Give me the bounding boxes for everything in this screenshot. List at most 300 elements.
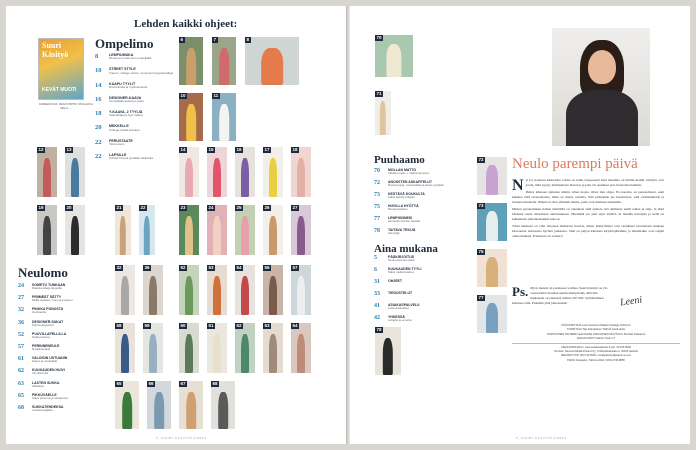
section-heading-puuhaamo: Puuhaamo — [374, 154, 425, 166]
puuhaamo-item-title: TAITAVA TEKIJÄ — [388, 228, 416, 232]
puuhaamo-item-page-number: 70 — [374, 168, 380, 174]
aina-mukana-item-page-number: 42 — [374, 315, 380, 321]
article-thumbnail[interactable] — [234, 204, 256, 256]
aina-mukana-item-title: OHJEET — [388, 279, 403, 283]
left-footer — [156, 436, 206, 440]
neulomo-item-text — [32, 368, 65, 375]
thumbnail-figure — [154, 392, 164, 429]
editorial-body — [512, 178, 664, 242]
thumbnail-page-number: 75 — [478, 249, 484, 254]
credits-line: Toimitus: Sanoma Media Finland Oy, Töölönlahdenkatu 2, 00100 Helsinki — [553, 349, 639, 353]
credits-line: ASIAKASPALVELU: www.asiakaspalvelu.fi puh. 09 156 6000 — [561, 345, 631, 349]
portrait-body — [566, 90, 638, 146]
left-page — [6, 6, 346, 444]
ompelimo-item-text — [109, 110, 143, 118]
article-thumbnail[interactable] — [374, 326, 402, 376]
aina-mukana-item-description: Lehjelle ja ennetta — [388, 318, 412, 322]
article-thumbnail[interactable] — [244, 36, 300, 86]
article-thumbnail[interactable] — [64, 204, 86, 256]
thumbnail-page-number: 59 — [144, 323, 150, 328]
editorial-title: Neulo parempi päivä — [512, 156, 638, 172]
neulomo-item[interactable] — [18, 381, 118, 393]
ompelimo-item-text — [109, 139, 133, 147]
aina-mukana-item-text — [388, 303, 420, 310]
article-thumbnail[interactable] — [476, 248, 508, 288]
article-thumbnail[interactable] — [234, 146, 256, 198]
puuhaamo-item-description: Karottyjä — [388, 231, 400, 235]
thumbnail-figure — [213, 158, 221, 197]
article-thumbnail[interactable] — [142, 322, 164, 374]
thumbnail-page-number: 73 — [478, 203, 484, 208]
thumbnail-page-number: 66 — [148, 381, 154, 386]
puuhaamo-item[interactable] — [374, 168, 474, 180]
thumbnail-figure — [241, 158, 249, 197]
article-thumbnail[interactable] — [36, 146, 58, 198]
editorial-paragraph-1 — [512, 177, 664, 194]
article-thumbnail[interactable] — [234, 264, 256, 316]
section-heading-ompelimo: Ompelimo — [95, 36, 154, 51]
neulomo-item-title: PERINNENEULE — [32, 343, 60, 348]
neulomo-item-page-number: 61 — [18, 356, 24, 363]
ompelimo-item-description: Kohdet housut ja kaikki rakkautta — [109, 156, 154, 161]
neulomo-item-page-number: 62 — [18, 368, 24, 375]
puuhaamo-item-description: Ruusmerjoja, minnavakka ja lautun pupikkö — [388, 183, 444, 187]
thumbnail-page-number: 70 — [376, 35, 382, 40]
neulomo-item-text — [32, 344, 59, 351]
neulomo-item-page-number: 24 — [18, 283, 24, 289]
aina-mukana-item-page-number: 41 — [374, 303, 380, 309]
aina-mukana-item-text — [388, 279, 402, 283]
article-thumbnail[interactable] — [36, 204, 58, 256]
article-thumbnail[interactable] — [64, 146, 86, 198]
neulomo-item[interactable] — [18, 393, 118, 405]
thumbnail-figure — [213, 216, 221, 255]
thumbnail-page-number: 24 — [208, 205, 214, 210]
thumbnail-figure — [269, 216, 277, 255]
neulomo-item-description: Neljä puseroa — [32, 334, 50, 339]
article-thumbnail[interactable] — [290, 264, 312, 316]
neulomo-item-title: SUKKATEHDEKSA — [32, 404, 64, 409]
ompelimo-item-title: STREET STYLE — [109, 67, 136, 72]
article-thumbnail[interactable] — [206, 322, 228, 374]
aina-mukana-item-title: YHDESSÄ — [388, 315, 405, 319]
thumbnail-figure — [219, 104, 229, 141]
puuhaamo-item-text — [388, 180, 444, 187]
thumbnail-page-number: 61 — [208, 323, 214, 328]
article-thumbnail[interactable] — [290, 322, 312, 374]
ompelimo-item-text — [109, 53, 152, 61]
article-thumbnail[interactable] — [114, 380, 140, 430]
puuhaamo-item-text — [388, 228, 415, 235]
editorial-paragraph-1-text: yt jos koskaan käsitöiden voima on tullut tarpeeseen! Kun maailma on mullin mallin, käsityöt ovat jotain, mitä pystyy hallitsemaan ihan itse ja joka vie ajatukset pois huonoista hetkistä. — [525, 178, 664, 188]
thumbnail-figure — [297, 334, 305, 373]
thumbnail-figure — [486, 211, 498, 241]
article-thumbnail[interactable] — [206, 204, 228, 256]
credits-line: PÄÄTOIMITTAJA Leeni Hoimela (Pääsisi Ohjaaja) HUOLLO — [561, 324, 631, 327]
puuhaamo-item-title: MOLLAN MATTO — [388, 168, 417, 172]
thumbnail-page-number: 19 — [38, 205, 44, 210]
ompelimo-item-description: Ompelijalle kaava ja palos — [109, 99, 144, 104]
thumbnail-figure — [297, 276, 305, 315]
article-thumbnail[interactable] — [178, 380, 204, 430]
contents-title: Lehden kaikki ohjeet: — [134, 18, 238, 30]
thumbnail-page-number: 78 — [376, 327, 382, 332]
ompelimo-item[interactable] — [95, 139, 175, 153]
thumbnail-page-number: 52 — [180, 265, 186, 270]
ompelimo-item-text — [109, 124, 140, 132]
thumbnail-page-number: 21 — [116, 205, 122, 210]
aina-mukana-item[interactable] — [374, 279, 474, 291]
credits-divider — [512, 343, 680, 344]
neulomo-item[interactable] — [18, 356, 118, 368]
article-thumbnail[interactable] — [476, 156, 508, 196]
ompelimo-item-title: PERUSTAATE — [109, 138, 133, 143]
aina-mukana-item-page-number: 31 — [374, 279, 380, 285]
ompelimo-item-page-number: 16 — [95, 95, 102, 103]
neulomo-item-description: Vinotila huivi — [32, 371, 49, 376]
thumbnail-figure — [186, 104, 196, 141]
puuhaamo-list — [374, 168, 474, 240]
thumbnail-page-number: 22 — [140, 205, 146, 210]
thumbnail-page-number: 15 — [208, 147, 214, 152]
thumbnail-page-number: 58 — [116, 323, 122, 328]
puuhaamo-item-title: ANOSSTEN ASKARTELUT — [388, 180, 433, 184]
neulomo-item-title: VALOISIN USTUANIN — [32, 356, 68, 361]
ps-text: Myös meissä on porukassa voimaa. Suuri Käsityö on yli-vuotisaamsi Suomen suurin käsityölehti, sillä hän mukanaan on yhteensä reilusti 207 000. Sydämellinen kiitokset siitä. Pidetään yhtä jatkossakin! — [512, 286, 608, 305]
thumbnail-figure — [219, 48, 229, 85]
puuhaamo-item-title: HUVILLA HYÖTYÄ — [388, 204, 419, 208]
puuhaamo-item-description: Kaksi kassia virkaten — [388, 195, 415, 199]
neulomo-item[interactable] — [18, 295, 118, 307]
right-page-number: 5 — [516, 436, 519, 440]
article-thumbnail[interactable] — [178, 36, 204, 86]
ompelimo-item[interactable] — [95, 124, 175, 138]
ompelimo-item-description: College-tunika kotoaan — [109, 127, 140, 132]
thumbnail-page-number: 18 — [292, 147, 298, 152]
article-thumbnail[interactable] — [146, 380, 172, 430]
thumbnail-page-number: 54 — [236, 265, 242, 270]
neulomo-item-text — [32, 405, 63, 412]
neulomo-item[interactable] — [18, 344, 118, 356]
thumbnail-page-number: 71 — [376, 91, 382, 96]
thumbnail-page-number: 7 — [213, 37, 217, 42]
neulomo-item-description: Joustava jäljelta — [32, 407, 53, 412]
puuhaamo-item-text — [388, 216, 420, 223]
neulomo-item[interactable] — [18, 320, 118, 332]
neulomo-item-title: DESIGNER-SUKAT — [32, 319, 64, 324]
editorial-paragraph-2: Puikot käsiteen ajattelen silmiä, silten tuojaa, silten ilan ohjaa. En koroma, en perusteltanut, sekä kaikkea niitä tavanomaisia, mikä on menty sanoilla. Silti pidenpään jaa huomioista, siitä valmistumalla ja iloisena muotiella. Näistä on ollut ylimmät meille, jotka ovat menneet tekemään. — [512, 190, 664, 205]
article-thumbnail[interactable] — [206, 146, 228, 198]
thumbnail-figure — [43, 216, 51, 255]
aina-mukana-item-title: ASIAKASPALVELU — [388, 303, 420, 307]
ompelimo-item[interactable] — [95, 96, 175, 110]
neulomo-item-title: LASTEN SUKKA — [32, 380, 60, 385]
ompelimo-item-page-number: 18 — [95, 110, 102, 118]
article-thumbnail[interactable] — [114, 204, 132, 256]
credits-line: KANAN KIKKIT Fashion Team LT — [576, 336, 616, 340]
neulomo-item-description: Kaavu ja neuletakki — [32, 359, 58, 364]
credits-line: TOIMITTAJA Tiija Kalmikainen TEKIJÄ Heidi Hutta — [567, 328, 625, 332]
thumbnail-figure — [241, 334, 249, 373]
neulomo-item-description: Sitkeäset — [32, 383, 44, 388]
article-thumbnail[interactable] — [178, 92, 204, 142]
article-thumbnail[interactable] — [234, 322, 256, 374]
credits-line: TOIMITUKSEN SIHTEERI Heidi Ruttilla VARAUKSEN MUOTOILU Pia Mari Pekkanen — [546, 332, 646, 336]
ompelimo-item-page-number: 8 — [95, 53, 99, 60]
neulomo-item-description: Kirjoneulepuserit — [32, 322, 54, 327]
ompelimo-item-page-number: 20 — [95, 124, 102, 132]
cover-credit: KANNEN KUVA: PAAVO PIIPPO, STAILAUS & MALLI: ... — [38, 103, 93, 110]
masthead-credits — [512, 324, 680, 363]
cover-headline: KEVÄT MUOTI — [42, 87, 77, 93]
puuhaamo-item[interactable] — [374, 180, 474, 192]
article-thumbnail[interactable] — [211, 92, 237, 142]
puuhaamo-item-title: KESTÄVÄ KOUKULTA — [388, 192, 425, 196]
neulomo-item[interactable] — [18, 405, 118, 417]
article-thumbnail[interactable] — [142, 264, 164, 316]
neulomo-item-text — [32, 283, 65, 290]
article-thumbnail[interactable] — [374, 90, 392, 136]
thumbnail-page-number: 23 — [180, 205, 186, 210]
aina-mukana-item-description: Kaksi ruukkimekkoa — [388, 270, 414, 274]
thumbnail-figure — [297, 216, 305, 255]
thumbnail-page-number: 17 — [264, 147, 270, 152]
article-thumbnail[interactable] — [262, 146, 284, 198]
neulomo-item-title: PIKKUVÄELLE — [32, 392, 57, 397]
puuhaamo-item-page-number: 73 — [374, 192, 380, 198]
thumbnail-figure — [269, 276, 277, 315]
article-thumbnail[interactable] — [262, 322, 284, 374]
article-thumbnail[interactable] — [262, 264, 284, 316]
article-thumbnail[interactable] — [114, 322, 136, 374]
ompelimo-item-text — [109, 82, 147, 90]
dropcap: N — [512, 177, 524, 194]
puuhaamo-item-page-number: 75 — [374, 204, 380, 210]
article-thumbnail[interactable] — [211, 36, 237, 86]
neulomo-item-title: PRIIMEÄT SÄTTY — [32, 295, 62, 300]
neulomo-item-description: Mellä naulaton, huivi ja puseeru — [32, 298, 73, 303]
thumbnail-page-number: 11 — [213, 93, 219, 98]
ompelimo-item-description: Trjeecs, college-olinuu, housut ja hupparimalleja — [109, 70, 174, 75]
thumbnail-figure — [71, 216, 79, 255]
aina-mukana-item-title: PÄÄKIRJOITUS — [388, 255, 415, 259]
ompelimo-item[interactable] — [95, 67, 175, 81]
puuhaamo-item-page-number: 78 — [374, 228, 380, 234]
aina-mukana-item[interactable] — [374, 303, 474, 315]
portrait-face — [588, 50, 616, 84]
right-footer-text: SUURI KÄSITYÖ 2/2024 — [521, 436, 567, 440]
credits-line: MEDIAMYYNTI (09) 120 5000, mediapalvelut@sanoma.com — [561, 354, 631, 358]
section-heading-aina-mukana: Aina mukana — [374, 243, 438, 255]
thumbnail-figure — [386, 44, 401, 77]
ompelimo-item-text — [109, 67, 173, 75]
thumbnail-figure — [218, 392, 228, 429]
article-thumbnail[interactable] — [178, 146, 200, 198]
neulomo-item-description: Kaksi puseroa ja neulekuvio — [32, 395, 68, 400]
thumbnail-figure — [120, 216, 126, 255]
ompelimo-item-title: LAPSILLE — [109, 153, 127, 158]
thumbnail-page-number: 65 — [116, 381, 122, 386]
thumbnail-figure — [213, 334, 221, 373]
thumbnail-page-number: 12 — [38, 147, 44, 152]
article-thumbnail[interactable] — [178, 264, 200, 316]
cover-thumbnail[interactable] — [38, 38, 84, 100]
thumbnail-figure — [43, 158, 51, 197]
neulomo-item-text — [32, 307, 63, 314]
thumbnail-page-number: 6 — [180, 37, 184, 42]
article-thumbnail[interactable] — [178, 204, 200, 256]
ompelimo-item-title: Y-KAAVA, 2 TYYLIÄ — [109, 110, 143, 115]
thumbnail-figure — [185, 334, 193, 373]
ompelimo-item-page-number: 22 — [95, 138, 102, 146]
postscript — [512, 286, 612, 306]
article-thumbnail[interactable] — [206, 264, 228, 316]
aina-mukana-item[interactable] — [374, 315, 474, 327]
ompelimo-item-page-number: 14 — [95, 81, 102, 89]
ompelimo-item-text — [109, 153, 153, 161]
article-thumbnail[interactable] — [114, 264, 136, 316]
thumbnail-page-number: 16 — [236, 147, 242, 152]
neulomo-item-text — [32, 332, 66, 339]
aina-mukana-item[interactable] — [374, 255, 474, 267]
neulomo-item[interactable] — [18, 283, 118, 295]
neulomo-item[interactable] — [18, 368, 118, 380]
neulomo-item[interactable] — [18, 307, 118, 319]
puuhaamo-item-text — [388, 204, 419, 211]
thumbnail-figure — [383, 338, 393, 375]
aina-mukana-item-title: KUUKAUDEN TYYLI — [388, 267, 422, 271]
editorial-paragraph-3: Mielen parantamisen lisäksi käsitöillä on rakenneta siitä ajattele että ammenta siellä taikaa ja amp. Ja tästä lehdestä saatte tarttumaan uteliaisuuteen. Mietitkää jos yksi sarja tehtävä on meidän kävelylle ja kellä on kulkemaan samanlaisuuden tekoon. — [512, 207, 664, 222]
ompelimo-item-title: MEKKELLE — [109, 124, 129, 129]
ompelimo-item-description: Rentio ja muotu-ison ompeljaille — [109, 56, 152, 61]
puuhaamo-item-page-number: 72 — [374, 180, 380, 186]
aina-mukana-item-text — [388, 315, 411, 322]
thumbnail-figure — [186, 392, 196, 429]
cover-masthead: Suuri Käsityö — [42, 41, 69, 59]
puuhaamo-item-text — [388, 192, 425, 199]
ompelimo-item[interactable] — [95, 53, 175, 67]
article-thumbnail[interactable] — [476, 294, 508, 334]
thumbnail-figure — [149, 334, 157, 373]
article-thumbnail[interactable] — [178, 322, 200, 374]
article-thumbnail[interactable] — [290, 146, 312, 198]
aina-mukana-item-page-number: 33 — [374, 291, 380, 297]
right-footer — [516, 436, 566, 440]
neulomo-item-page-number: 63 — [18, 380, 24, 387]
article-thumbnail[interactable] — [374, 34, 414, 78]
ps-label: Ps. — [512, 284, 529, 299]
aina-mukana-item[interactable] — [374, 291, 474, 303]
thumbnail-page-number: 26 — [264, 205, 270, 210]
aina-mukana-item-text — [388, 255, 415, 262]
thumbnail-page-number: 32 — [116, 265, 122, 270]
thumbnail-figure — [121, 276, 129, 315]
neulomo-item-description: Ruukkineuleet — [32, 346, 51, 351]
article-thumbnail[interactable] — [138, 204, 156, 256]
ompelimo-item[interactable] — [95, 82, 175, 96]
aina-mukana-list — [374, 255, 474, 327]
ompelimo-item[interactable] — [95, 153, 175, 167]
neulomo-item-title: PUUVILLAPELLILLA — [32, 331, 67, 336]
thumbnail-page-number: 25 — [236, 205, 242, 210]
puuhaamo-item-description: Munapussiteko — [388, 207, 408, 211]
neulomo-list — [18, 283, 118, 417]
article-thumbnail[interactable] — [476, 202, 508, 242]
thumbnail-page-number: 27 — [292, 205, 298, 210]
credits-line: PAINO Arkopaino, Tallinna 2024. ISSN 2736-8858 — [567, 358, 625, 362]
ompelimo-item-text — [109, 96, 144, 104]
thumbnail-figure — [121, 334, 129, 373]
ompelimo-item-title: LEMPIUMUKA — [109, 53, 134, 57]
thumbnail-page-number: 68 — [212, 381, 218, 386]
thumbnail-page-number: 67 — [180, 381, 186, 386]
thumbnail-figure — [380, 101, 386, 135]
thumbnail-figure — [144, 216, 150, 255]
thumbnail-page-number: 53 — [208, 265, 214, 270]
thumbnail-page-number: 14 — [180, 147, 186, 152]
thumbnail-page-number: 20 — [66, 205, 72, 210]
article-thumbnail[interactable] — [262, 204, 284, 256]
ompelimo-item-title: KAAPU TYYLIT — [109, 81, 136, 86]
puuhaamo-item-description: Virkattu matto + makramesytyny — [388, 171, 430, 175]
thumbnail-figure — [486, 303, 498, 333]
ompelimo-item-page-number: 22 — [95, 153, 102, 161]
puuhaamo-item[interactable] — [374, 216, 474, 228]
neulomo-item-text — [32, 320, 63, 327]
editor-portrait — [552, 28, 650, 146]
neulomo-item-page-number: 68 — [18, 404, 24, 411]
thumbnail-figure — [297, 158, 305, 197]
thumbnail-page-number: 10 — [180, 93, 186, 98]
thumbnail-figure — [269, 158, 277, 197]
neulomo-item-page-number: 52 — [18, 331, 24, 338]
neulomo-item-text — [32, 295, 73, 302]
ompelimo-item-description: Yksi pusero — [109, 141, 125, 146]
thumbnail-figure — [486, 165, 498, 195]
aina-mukana-item-text — [388, 267, 421, 274]
ompelimo-item[interactable] — [95, 110, 175, 124]
thumbnail-page-number: 77 — [478, 295, 484, 300]
article-thumbnail[interactable] — [290, 204, 312, 256]
editorial-paragraph-4: Tässä lehdessä on ollut erityisen mahtavaa lisottaa, miten käsityöläiset ovat rientäneet kuvaamaan mukana kasvatetun tarinaansa hyvänä joukkona. Siitä on paljon kiitoksia kirjoittajillemme ja muuallakin ovat tekijät olleet mukana. Porukassa on voimaa! — [512, 224, 664, 239]
thumbnail-page-number: 57 — [292, 265, 298, 270]
neulomo-item-page-number: 27 — [18, 295, 24, 302]
neulomo-item-description: Huuhoa/tia — [32, 310, 46, 315]
thumbnail-figure — [186, 48, 196, 85]
ompelimo-item-title: DESIGNER-KAAVA — [109, 95, 142, 100]
thumbnail-page-number: 62 — [236, 323, 242, 328]
puuhaamo-item[interactable] — [374, 192, 474, 204]
thumbnail-page-number: 64 — [292, 323, 298, 328]
puuhaamo-item[interactable] — [374, 228, 474, 240]
thumbnail-figure — [213, 276, 221, 315]
neulomo-item-text — [32, 356, 67, 363]
ompelimo-item-description: Kaavoittaja ja tyyli mallea — [109, 113, 143, 118]
editor-signature: Leeni — [619, 294, 643, 309]
neulomo-item[interactable] — [18, 332, 118, 344]
thumbnail-figure — [185, 216, 193, 255]
puuhaamo-item[interactable] — [374, 204, 474, 216]
thumbnail-figure — [185, 276, 193, 315]
neulomo-item-page-number: 65 — [18, 392, 24, 399]
article-thumbnail[interactable] — [210, 380, 236, 430]
neulomo-item-title: KUUKAUDEN HUIVI — [32, 368, 65, 373]
neulomo-item-title: SOMETU TUNKAAN — [32, 283, 66, 287]
thumbnail-page-number: 36 — [144, 265, 150, 270]
thumbnail-page-number: 13 — [66, 147, 72, 152]
right-page — [350, 6, 690, 444]
aina-mukana-item[interactable] — [374, 267, 474, 279]
